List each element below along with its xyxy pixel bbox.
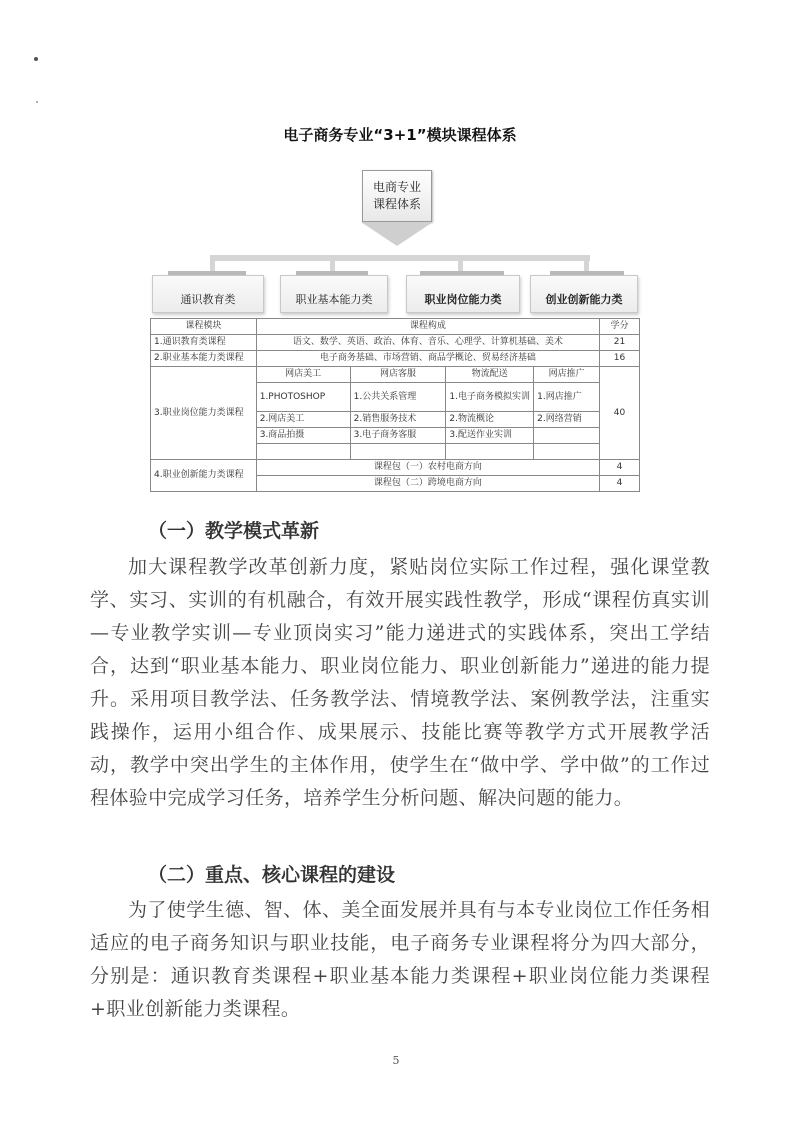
header-credits: 学分 [600, 319, 640, 335]
header-content: 课程构成 [256, 319, 599, 335]
course-cell: 2.销售服务技术 [350, 412, 446, 428]
header-module: 课程模块 [151, 319, 257, 335]
scan-speck-small [36, 101, 38, 103]
branch-stub [458, 258, 463, 272]
course-cell: 1.PHOTOSHOP [256, 383, 350, 412]
root-node [362, 170, 432, 222]
module-cell: 2.职业基本能力类课程 [151, 351, 257, 367]
credits-cell: 21 [600, 335, 640, 351]
category-basic-ability: 职业基本能力类 [280, 275, 388, 313]
course-cell: 3.电子商务客服 [350, 428, 446, 444]
credits-cell: 16 [600, 351, 640, 367]
credits-cell: 40 [600, 367, 640, 460]
course-cell: 3.商品拍摄 [256, 428, 350, 444]
credits-cell: 4 [600, 476, 640, 492]
sub-header: 网店美工 [256, 367, 350, 383]
table-header-row [151, 319, 640, 335]
branch-stub [210, 258, 215, 272]
section1-paragraph: 加大课程教学改革创新力度，紧贴岗位实际工作过程，强化课堂教学、实习、实训的有机融合，有效开展实践性教学，形成“课程仿真实训—专业教学实训—专业顶岗实习”能力递进式的实践体系，突出工学结合，达到“职业基本能力、职业岗位能力、职业创新能力”递进的能力提升。采用项目教学法、任务教学法、情境教学法、案例教学法，注重实践操作，运用小组合作、成果展示、技能比赛等教学方式开展教学活动，教学中突出学生的主体作用，使学生在“做中学、学中做”的工作过程体验中完成学习任务，培养学生分析问题、解决问题的能力。 [90, 556, 710, 809]
course-cell: 1.公共关系管理 [350, 383, 446, 412]
table-row [151, 460, 640, 476]
empty-cell [256, 444, 350, 460]
empty-cell [446, 444, 534, 460]
empty-cell [350, 444, 446, 460]
course-cell: 2.网络营销 [534, 412, 600, 428]
course-cell: 3.配送作业实训 [446, 428, 534, 444]
table-row [151, 351, 640, 367]
root-node-line2: 课程体系 [372, 197, 421, 211]
figure-title: 电子商务专业“3+1”模块课程体系 [283, 126, 517, 144]
empty-cell [534, 444, 600, 460]
section2-paragraph: 为了使学生德、智、体、美全面发展并具有与本专业岗位工作任务相适应的电子商务知识与职业技能，电子商务专业课程将分为四大部分，分别是：通识教育类课程+职业基本能力类课程+职业岗位能力类课程+职业创新能力类课程。 [90, 899, 711, 1020]
sub-header: 物流配送 [446, 367, 534, 383]
content-cell: 电子商务基础、市场营销、商品学概论、贸易经济基础 [256, 351, 599, 367]
table-row [151, 335, 640, 351]
branch-stub [584, 258, 589, 272]
category-post-ability: 职业岗位能力类 [406, 275, 520, 313]
course-cell: 1.电子商务模拟实训 [446, 383, 534, 412]
course-cell: 2.物流概论 [446, 412, 534, 428]
root-arrow [361, 222, 433, 246]
course-table [150, 318, 640, 492]
course-cell: 1.网店推广 [534, 383, 600, 412]
table-row [151, 367, 640, 383]
root-node-line1: 电商专业 [372, 180, 421, 194]
scan-speck [34, 57, 38, 61]
content-cell: 课程包（二）跨境电商方向 [256, 476, 599, 492]
credits-cell: 4 [600, 460, 640, 476]
sub-header: 网店客服 [350, 367, 446, 383]
section2-heading: （二）重点、核心课程的建设 [148, 864, 396, 886]
sub-header: 网店推广 [534, 367, 600, 383]
branch-connector [210, 255, 590, 261]
category-general-education: 通识教育类 [152, 275, 264, 313]
course-cell: 2.网店美工 [256, 412, 350, 428]
module-cell: 3.职业岗位能力类课程 [151, 367, 257, 460]
category-innovation-ability: 创业创新能力类 [530, 275, 638, 313]
page-number: 5 [392, 1054, 400, 1067]
content-cell: 课程包（一）农村电商方向 [256, 460, 599, 476]
section1-heading: （一）教学模式革新 [148, 520, 320, 542]
content-cell: 语文、数学、英语、政治、体育、音乐、心理学、计算机基础、美术 [256, 335, 599, 351]
course-cell [534, 428, 600, 444]
branch-stub [330, 258, 335, 272]
module-cell: 1.通识教育类课程 [151, 335, 257, 351]
module-cell: 4.职业创新能力类课程 [151, 460, 257, 492]
